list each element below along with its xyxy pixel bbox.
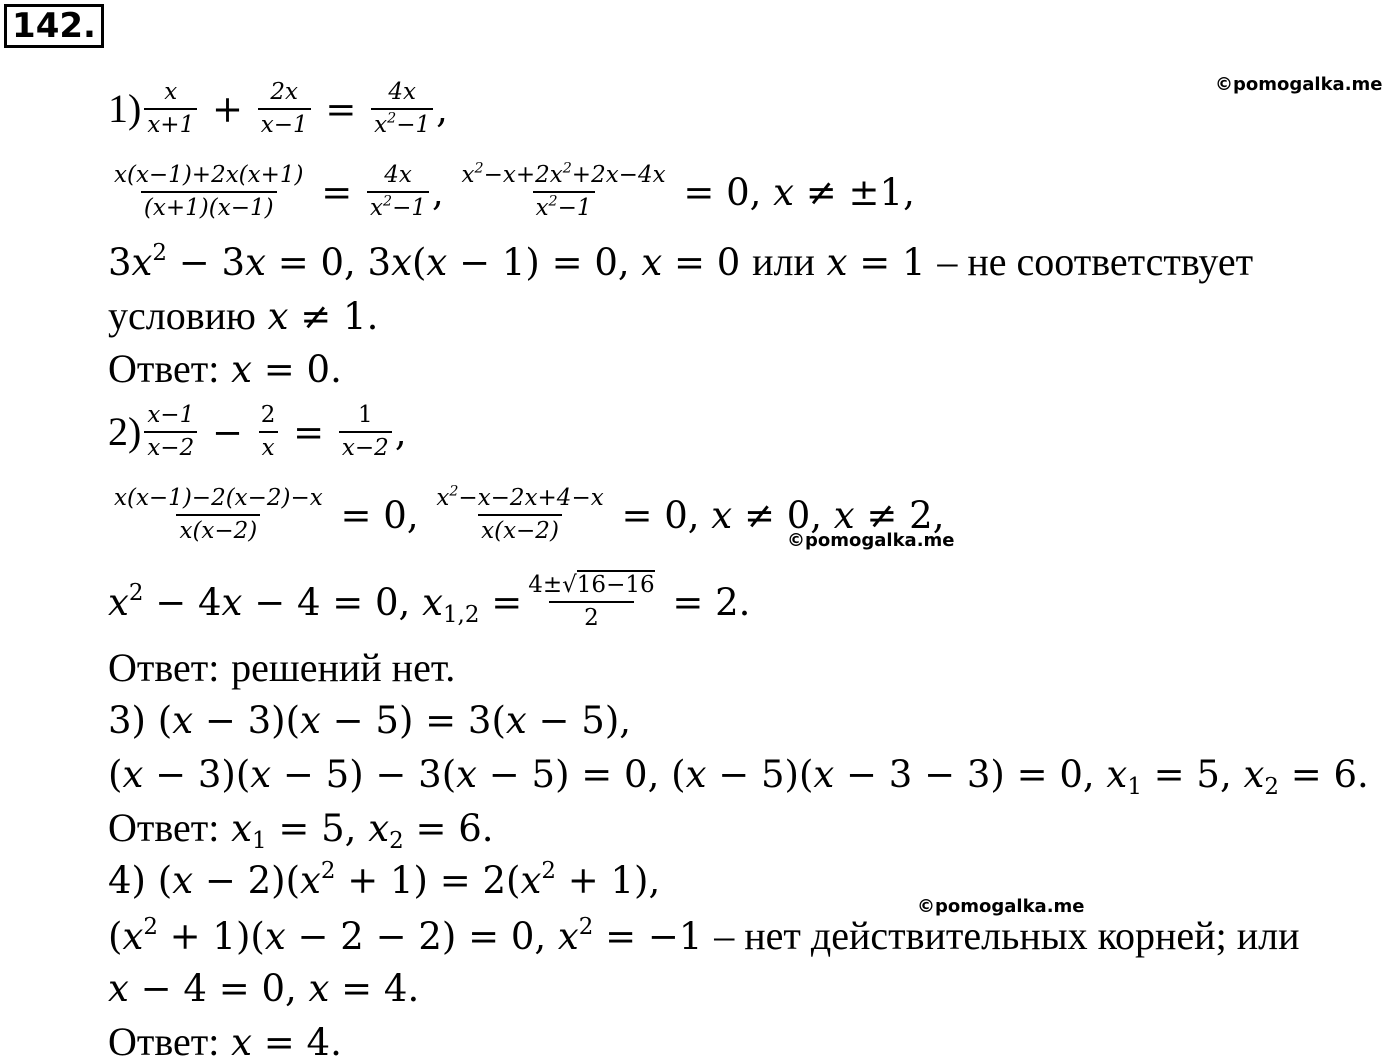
solution-line-10: 4) $(x - 2)(x^2 + 1) = 2(x^2 + 1)$,	[108, 858, 661, 902]
solution-line-11: $(x^2 + 1)(x - 2 - 2) = 0$, $x^2 = -1$ – нет действительных корней; или	[108, 913, 1300, 958]
watermark: ©pomogalka.me	[917, 896, 1085, 917]
solution-line-8: 3) (x − 3)(x − 5) = 3(x − 5),	[108, 699, 632, 742]
solution-line-7: $x^2 - 4x - 4 = 0$, $x_{1,2}$ = $\frac{4\pm√16-16}{2}$ = 2.	[108, 572, 751, 631]
solution-line-5: 2) $\frac{x-1}{x-2}$ − $\frac{2}{x}$ = $\frac{1}{x-2}$ ,	[108, 402, 407, 461]
solution-line-4: условию x ≠ 1.	[108, 293, 379, 338]
answer-line-2: Ответ: решений нет.	[108, 645, 456, 690]
solution-line-3: $3x^2 - 3x = 0$, 3x(x − 1) = 0, x = 0 или x = 1 – не соответствует	[108, 239, 1254, 284]
solution-line-1: 1) $\frac{x}{x+1}$ + $\frac{2x}{x-1}$ = $\frac{4x}{x^2-1}$ ,	[108, 79, 448, 138]
solution-line-12: x − 4 = 0, x = 4.	[108, 967, 420, 1010]
watermark: ©pomogalka.me	[1215, 74, 1383, 95]
task-number: 142.	[4, 4, 104, 48]
answer-line-4: Ответ: x = 4.	[108, 1019, 342, 1064]
part-label: 1)	[108, 86, 142, 131]
watermark: ©pomogalka.me	[787, 530, 955, 551]
solution-line-2: $\frac{x(x-1)+2x(x+1)}{(x+1)(x-1)}$ = $\frac{4x}{x^2-1}$ , $\frac{x^2-x+2x^2+2x-4x}{x^2-1}$ = 0, x ≠ ±1,	[114, 160, 915, 221]
answer-line-1: Ответ: x = 0.	[108, 346, 342, 391]
answer-line-3: Ответ: $x_1 = 5$, $x_2 = 6$.	[108, 805, 494, 854]
solution-line-9: (x − 3)(x − 5) − 3(x − 5) = 0, (x − 5)(x − 3 − 3) = 0, $x_1 = 5$, $x_2 = 6$.	[108, 753, 1369, 800]
solution-line-6: $\frac{x(x-1)-2(x-2)-x}{x(x-2)}$ = 0, $\frac{x^2-x-2x+4-x}{x(x-2)}$ = 0, x ≠ 0, x ≠ 2,	[114, 483, 945, 544]
